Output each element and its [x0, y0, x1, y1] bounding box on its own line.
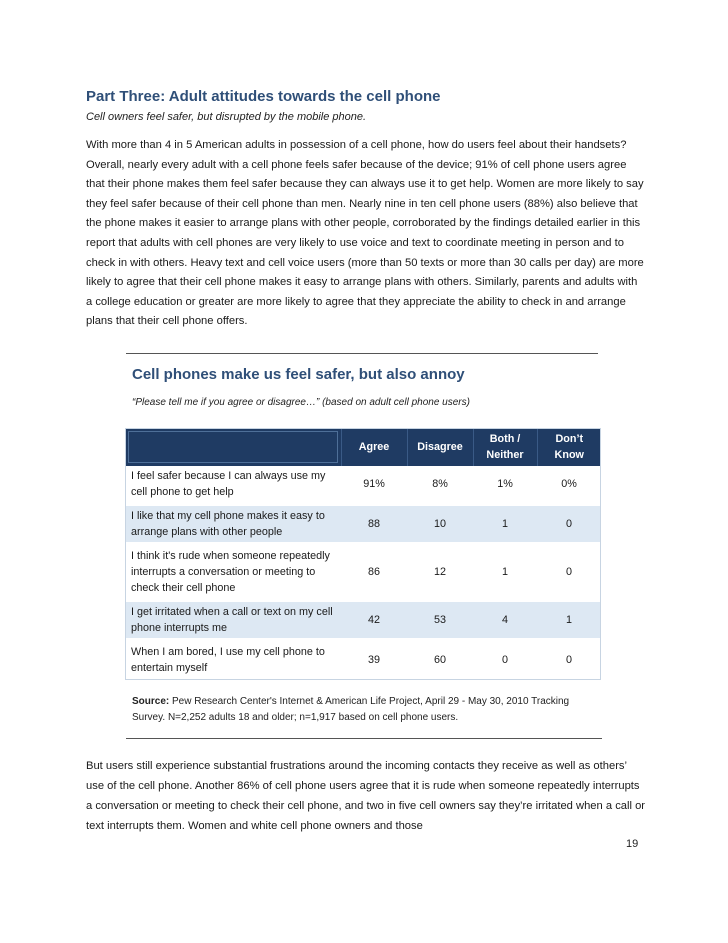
- table-header-row: [125, 428, 601, 466]
- both-value: 1%: [473, 466, 537, 504]
- table-row: [125, 466, 601, 504]
- both-value: 1: [473, 504, 537, 544]
- table-title: Cell phones make us feel safer, but also annoy: [132, 366, 465, 383]
- row-statement: I feel safer because I can always use my cell phone to get help: [125, 466, 341, 504]
- body-paragraph: With more than 4 in 5 American adults in possession of a cell phone, how do users feel about their handsets? Overall, nearly every adult with a cell phone feels safer because of the device; 91% of cell phone users agree that their phone makes them feel safer because they can always use it to get help. Women are more likely to say they feel safer because of their cell phone than men. Nearly nine in ten cell phone users (88%) also believe that the phone makes it easier to arrange plans with other people, corroborated by the findings detailed earlier in this report that adults with cell phones are very likely to use voice and text to coordinate meeting in person and to check in with others. Heavy text and cell voice users (more than 50 texts or more than 30 calls per day) are more likely to agree that their cell phone makes it easy to arrange plans with others. Similarly, parents and adults with a college education or greater are more likely to agree that they appreciate the ability to check in and arrange plans that their cell phone offers.: [86, 139, 644, 328]
- both-value: 1: [473, 544, 537, 600]
- disagree-value: 60: [407, 640, 473, 680]
- table-subtitle: “Please tell me if you agree or disagree…” (based on adult cell phone users): [132, 397, 470, 408]
- dont-know-value: 1: [537, 600, 601, 640]
- agree-value: 86: [341, 544, 407, 600]
- header-dont-know: Don’t Know: [537, 428, 601, 466]
- box-top-rule: [126, 353, 598, 354]
- survey-table: [125, 428, 601, 682]
- dont-know-value: 0%: [537, 466, 601, 504]
- disagree-value: 12: [407, 544, 473, 600]
- box-bottom-rule: [126, 738, 602, 739]
- source-text: Pew Research Center's Internet & American Life Project, April 29 - May 30, 2010 Tracking Survey. N=2,252 adults 18 and older; n=1,917 based on cell phone users.: [132, 696, 570, 723]
- page-number: 19: [626, 838, 639, 850]
- row-statement: I like that my cell phone makes it easy to arrange plans with other people: [125, 504, 341, 544]
- header-agree: Agree: [341, 428, 407, 466]
- row-statement: When I am bored, I use my cell phone to entertain myself: [125, 640, 341, 680]
- row-statement: I get irritated when a call or text on my cell phone interrupts me: [125, 600, 341, 640]
- dont-know-value: 0: [537, 640, 601, 680]
- disagree-value: 10: [407, 504, 473, 544]
- body-paragraph: But users still experience substantial frustrations around the incoming contacts they receive as well as others’ use of the cell phone. Another 86% of cell phone users agree that it is rude when someone repeatedly interrupts a conversation or meeting to check their cell phone, and two in five cell owners say they’re irritated when a call or text interrupts them. Women and white cell phone owners and those: [86, 760, 646, 832]
- table-row: [125, 600, 601, 640]
- table-row: [125, 640, 601, 680]
- table-source: [132, 694, 592, 726]
- row-statement: I think it's rude when someone repeatedly interrupts a conversation or meeting to check their cell phone: [125, 544, 341, 600]
- section-title: Part Three: Adult attitudes towards the cell phone: [86, 88, 441, 105]
- header-blank: [125, 428, 341, 466]
- agree-value: 88: [341, 504, 407, 544]
- agree-value: 91%: [341, 466, 407, 504]
- table-row: [125, 504, 601, 544]
- section-subtitle: Cell owners feel safer, but disrupted by the mobile phone.: [86, 111, 367, 123]
- disagree-value: 53: [407, 600, 473, 640]
- agree-value: 42: [341, 600, 407, 640]
- source-label: Source:: [132, 696, 170, 707]
- both-value: 0: [473, 640, 537, 680]
- agree-value: 39: [341, 640, 407, 680]
- dont-know-value: 0: [537, 504, 601, 544]
- disagree-value: 8%: [407, 466, 473, 504]
- both-value: 4: [473, 600, 537, 640]
- header-disagree: Disagree: [407, 428, 473, 466]
- table-row: [125, 544, 601, 600]
- header-both-neither: Both / Neither: [473, 428, 537, 466]
- dont-know-value: 0: [537, 544, 601, 600]
